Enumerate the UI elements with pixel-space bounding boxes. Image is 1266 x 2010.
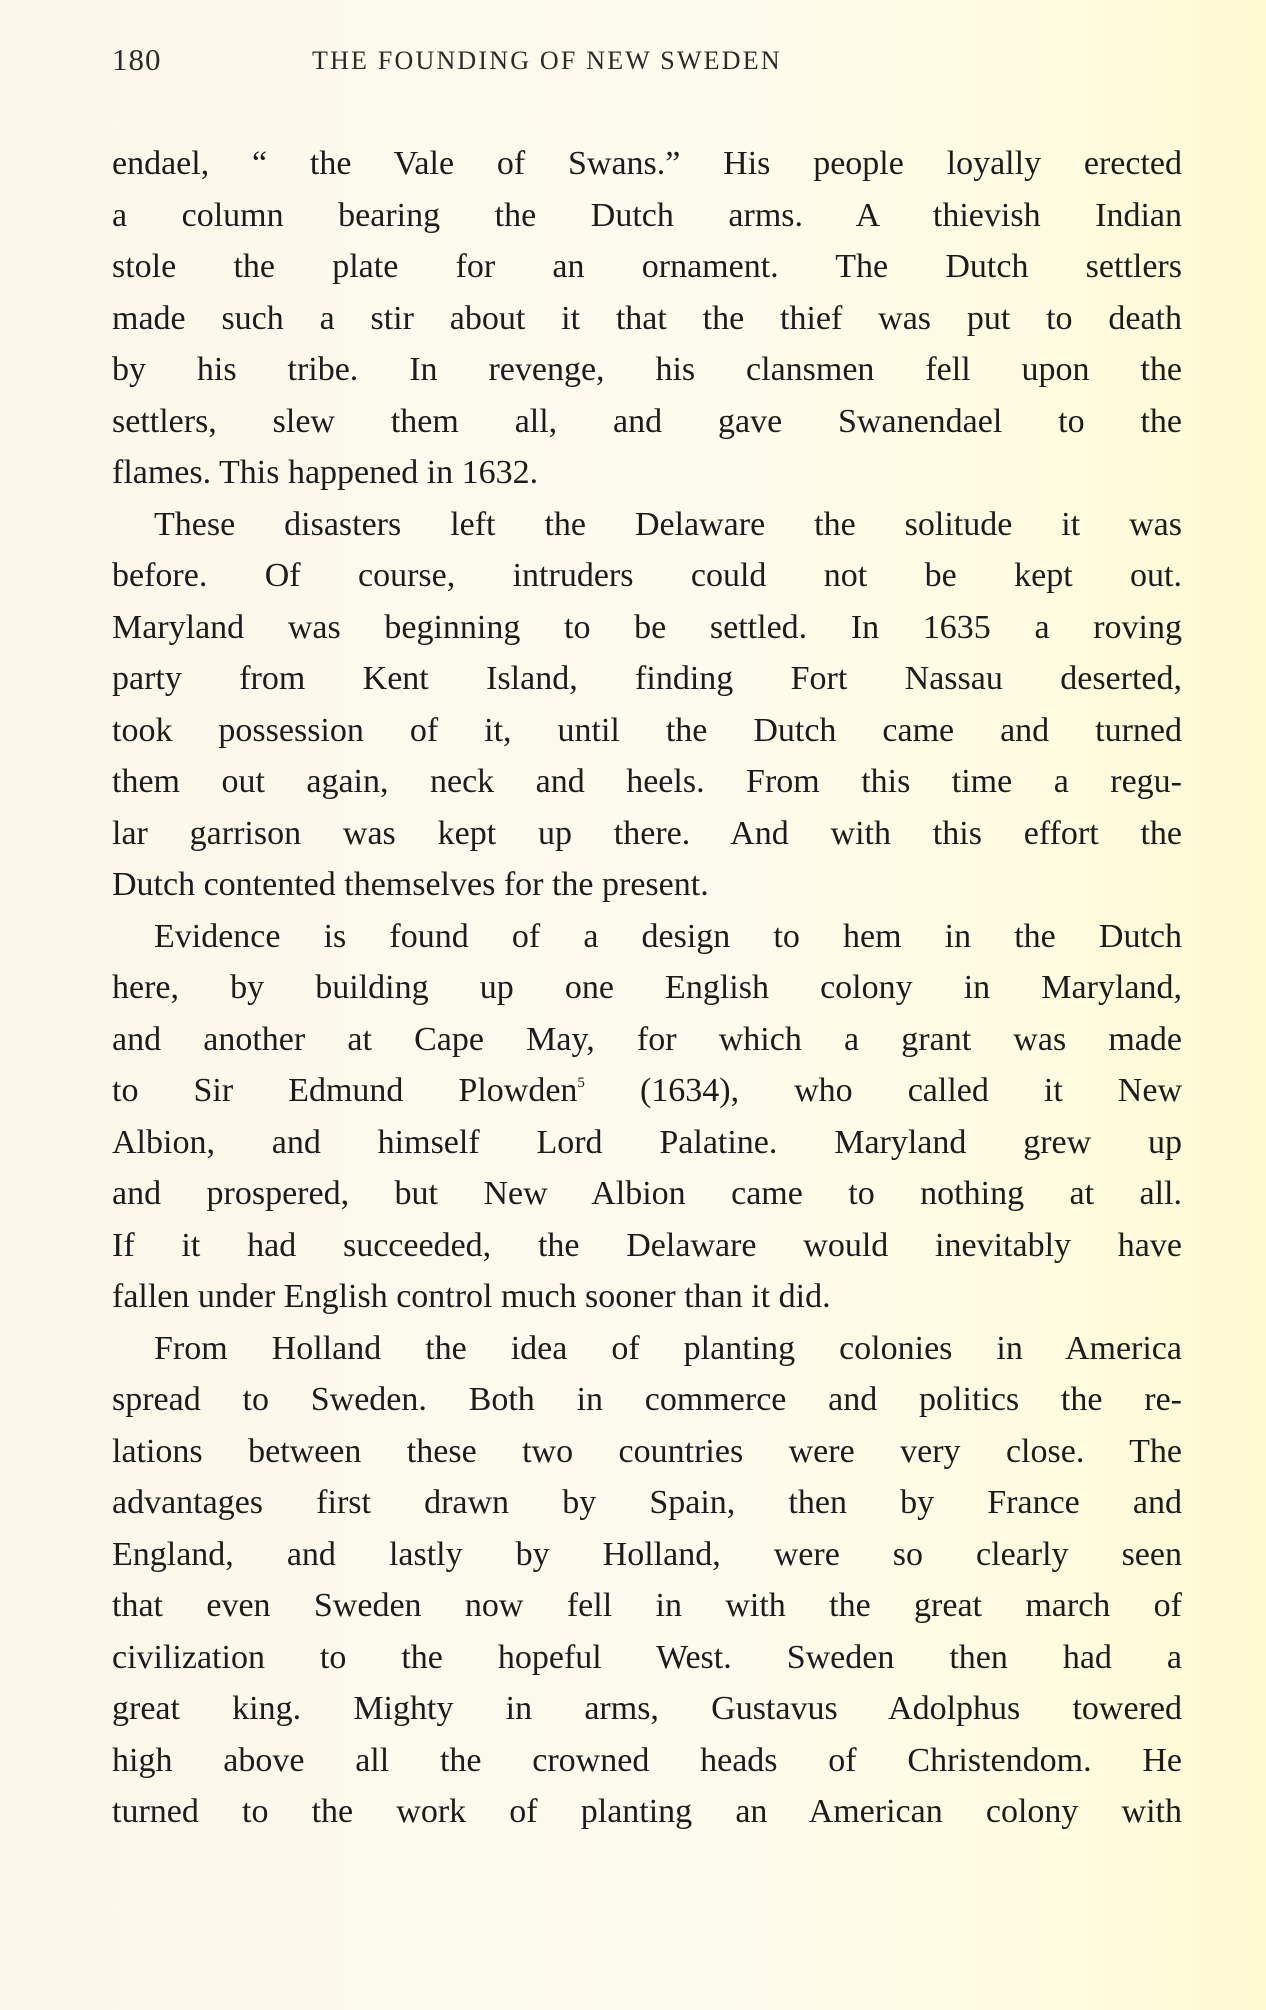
paragraph-1	[112, 138, 1182, 499]
text-line: advantages first drawn by Spain, then by France and	[112, 1484, 1182, 1521]
text-line: party from Kent Island, finding Fort Nassau deserted,	[112, 660, 1182, 697]
text-line: made such a stir about it that the thief was put to death	[112, 299, 1182, 337]
text-line-with-footnote	[112, 1065, 1182, 1117]
text-line: endael, “ the Vale of Swans.” His people loyally erected	[112, 145, 1182, 182]
text-line: took possession of it, until the Dutch came and turned	[112, 711, 1182, 749]
text-line: by his tribe. In revenge, his clansmen fell upon the	[112, 351, 1182, 388]
text-line: Maryland was beginning to be settled. In 1635 a roving	[112, 608, 1182, 646]
text-line: here, by building up one English colony in Maryland,	[112, 969, 1182, 1006]
text-line: turned to the work of planting an American colony with	[112, 1793, 1182, 1830]
text-line: them out again, neck and heels. From this time a regu-	[112, 763, 1182, 800]
text-segment: to Sir Edmund Plowden	[112, 1072, 578, 1109]
text-line: a column bearing the Dutch arms. A thievish Indian	[112, 196, 1182, 234]
text-segment: (1634), who called it New	[584, 1072, 1182, 1109]
text-line: England, and lastly by Holland, were so clearly seen	[112, 1535, 1182, 1573]
text-line: Evidence is found of a design to hem in the Dutch	[154, 917, 1182, 955]
footnote-marker[interactable]: 5	[577, 1075, 585, 1091]
page-number: 180	[112, 42, 162, 77]
text-line: lar garrison was kept up there. And with this effort the	[112, 814, 1182, 852]
text-line: fallen under English control much sooner than it did.	[112, 1278, 831, 1315]
text-line: and prospered, but New Albion came to nothing at all.	[112, 1175, 1182, 1212]
body-text	[112, 138, 1182, 1838]
text-line: lations between these two countries were very close. The	[112, 1432, 1182, 1470]
text-line: that even Sweden now fell in with the great march of	[112, 1587, 1182, 1624]
text-line: flames. This happened in 1632.	[112, 454, 539, 491]
running-head	[112, 42, 1182, 92]
paragraph-2	[112, 499, 1182, 911]
text-line: These disasters left the Delaware the solitude it was	[154, 505, 1182, 543]
text-line: stole the plate for an ornament. The Dutch settlers	[112, 248, 1182, 285]
text-line: civilization to the hopeful West. Sweden then had a	[112, 1638, 1182, 1676]
text-line: great king. Mighty in arms, Gustavus Adolphus towered	[112, 1690, 1182, 1727]
text-line: high above all the crowned heads of Christendom. He	[112, 1741, 1182, 1779]
text-line: If it had succeeded, the Delaware would inevitably have	[112, 1226, 1182, 1264]
text-line: Albion, and himself Lord Palatine. Maryland grew up	[112, 1123, 1182, 1161]
running-title: THE FOUNDING OF NEW SWEDEN	[312, 46, 782, 75]
text-line: spread to Sweden. Both in commerce and politics the re-	[112, 1381, 1182, 1418]
text-line: From Holland the idea of planting colonies in America	[154, 1329, 1182, 1367]
paragraph-4	[112, 1323, 1182, 1838]
text-line: and another at Cape May, for which a grant was made	[112, 1020, 1182, 1058]
text-line: Dutch contented themselves for the present.	[112, 866, 709, 903]
text-line: before. Of course, intruders could not be kept out.	[112, 557, 1182, 594]
paragraph-3	[112, 911, 1182, 1323]
text-line: settlers, slew them all, and gave Swanendael to the	[112, 402, 1182, 440]
